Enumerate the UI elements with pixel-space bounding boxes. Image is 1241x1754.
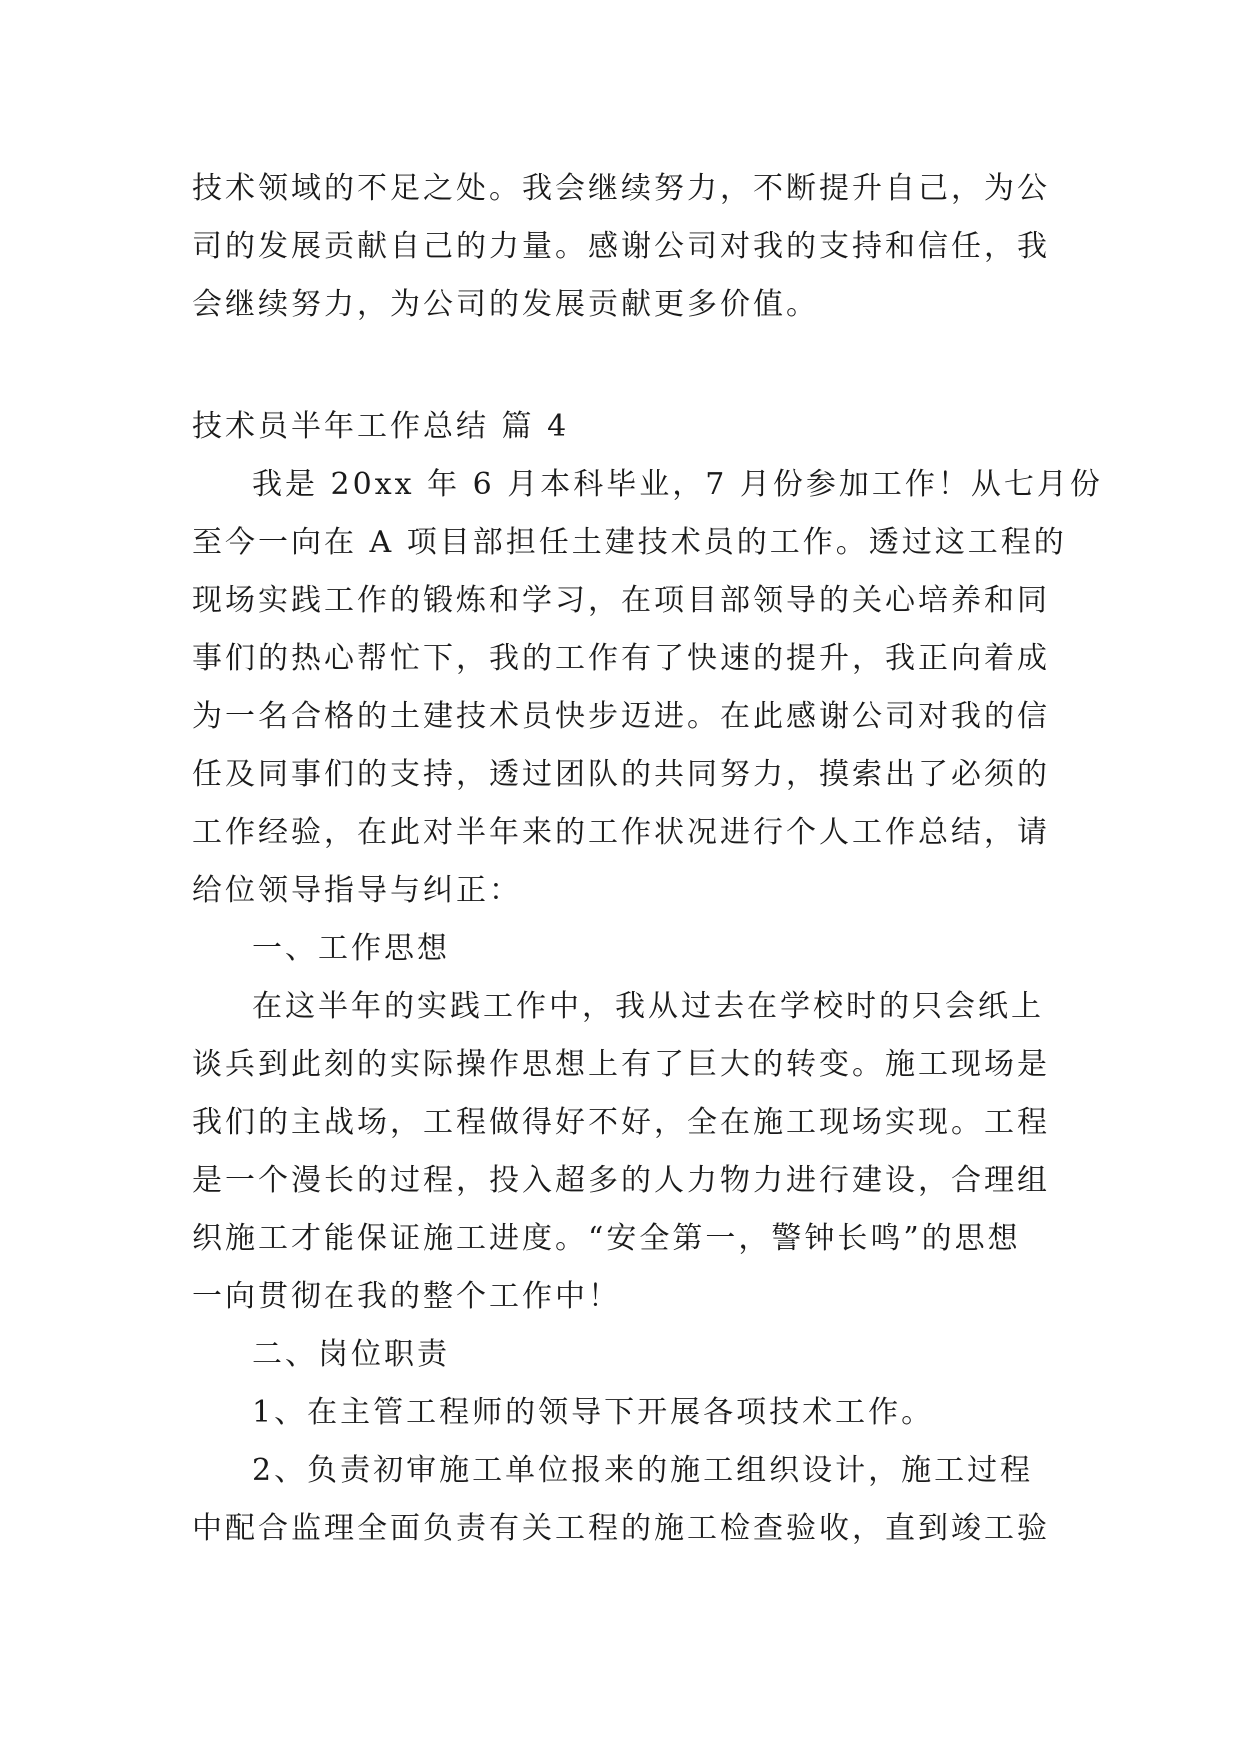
text-line: 技术领域的不足之处。我会继续努力，不断提升自己，为公 <box>192 171 1050 206</box>
section-heading: 技术员半年工作总结 篇 4 <box>192 409 570 444</box>
text-line: 现场实践工作的锻炼和学习，在项目部领导的关心培养和同 <box>192 583 1050 618</box>
paragraph-work-thought <box>192 978 1052 1326</box>
text-line: 中配合监理全面负责有关工程的施工检查验收，直到竣工验 <box>192 1511 1050 1546</box>
text-line: 给位领导指导与纠正： <box>192 873 522 908</box>
text-line: 为一名合格的土建技术员快步迈进。在此感谢公司对我的信 <box>192 699 1050 734</box>
text-line: 司的发展贡献自己的力量。感谢公司对我的支持和信任，我 <box>192 229 1050 264</box>
text-line: 谈兵到此刻的实际操作思想上有了巨大的转变。施工现场是 <box>192 1047 1050 1082</box>
subheading-work-thought: 一、工作思想 <box>252 931 450 966</box>
text-line: 我们的主战场，工程做得好不好，全在施工现场实现。工程 <box>192 1105 1050 1140</box>
list-item-2 <box>192 1442 1052 1558</box>
text-line: 任及同事们的支持，透过团队的共同努力，摸索出了必须的 <box>192 757 1050 792</box>
text-line: 织施工才能保证施工进度。“安全第一，警钟长鸣”的思想 <box>192 1221 1021 1256</box>
text-line: 是一个漫长的过程，投入超多的人力物力进行建设，合理组 <box>192 1163 1050 1198</box>
text-line: 会继续努力，为公司的发展贡献更多价值。 <box>192 287 819 322</box>
text-line: 在这半年的实践工作中，我从过去在学校时的只会纸上 <box>252 989 1044 1024</box>
paragraph-gap <box>192 334 1052 398</box>
intro-paragraph <box>192 160 1052 334</box>
text-line: 工作经验，在此对半年来的工作状况进行个人工作总结，请 <box>192 815 1050 850</box>
text-line: 事们的热心帮忙下，我的工作有了快速的提升，我正向着成 <box>192 641 1050 676</box>
document-body <box>192 160 1103 1558</box>
text-line: 至今一向在 A 项目部担任土建技术员的工作。透过这工程的 <box>192 525 1067 560</box>
paragraph-intro-self <box>192 456 1103 920</box>
text-line: 一向贯彻在我的整个工作中！ <box>192 1279 621 1314</box>
list-item-1: 1、在主管工程师的领导下开展各项技术工作。 <box>252 1395 935 1430</box>
subheading-job-duties: 二、岗位职责 <box>252 1337 450 1372</box>
text-line: 我是 20xx 年 6 月本科毕业，7 月份参加工作！从七月份 <box>252 467 1103 502</box>
text-line: 2、负责初审施工单位报来的施工组织设计，施工过程 <box>252 1453 1034 1488</box>
